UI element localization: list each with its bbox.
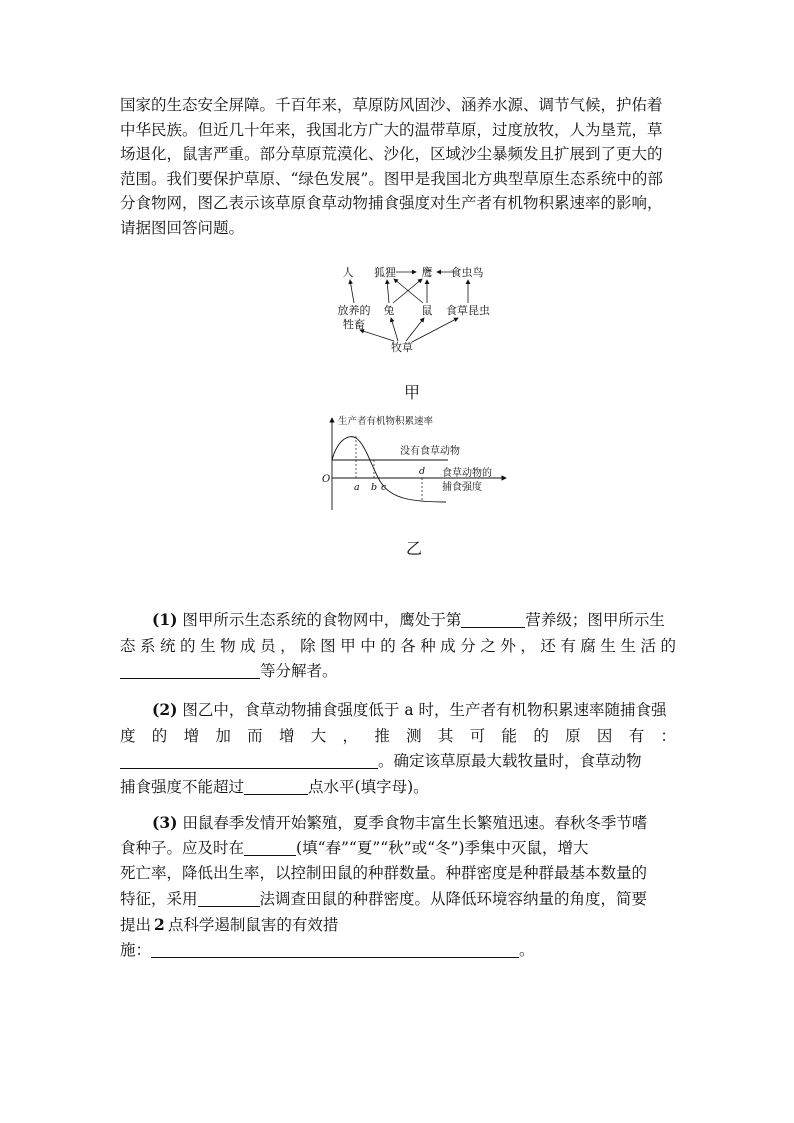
question-text: 营养级；图甲所示生 — [525, 611, 665, 629]
tick-d: d — [419, 466, 426, 477]
answer-blank[interactable] — [120, 752, 378, 769]
question-text: 点水平(填字母)。 — [308, 777, 429, 796]
question-text: 提出 — [120, 915, 152, 934]
intro-line: 范围。我们要保护草原、“绿色发展”。图甲是我国北方典型草原生态系统中的部 — [120, 169, 663, 188]
question-text: 图甲所示生态系统的食物网中，鹰处于第 — [182, 611, 462, 629]
intro-line: 分食物网，图乙表示该草原食草动物捕食强度对生产者有机物积累速率的影响， — [120, 194, 663, 213]
intro-line: 中华民族。但近几十年来，我国北方广大的温带草原，过度放牧，人为垦荒，草 — [120, 120, 663, 139]
node-rabbit: 兔 — [383, 304, 395, 317]
node-livestock-line2: 牲畜 — [343, 318, 365, 331]
answer-blank[interactable] — [120, 662, 260, 679]
question-text: 。 — [519, 941, 535, 960]
question-text: (填“春”“夏”“秋”或“冬”)季集中灭鼠，增大 — [296, 839, 589, 858]
question-text: 点科学遏制鼠害的有效措 — [167, 915, 339, 934]
question-text: 特征，采用 — [120, 889, 198, 908]
question-1 — [120, 607, 676, 685]
node-grass: 牧草 — [391, 341, 413, 354]
question-text: 2 — [154, 914, 165, 934]
predation-intensity-graph — [318, 414, 518, 514]
question-2 — [120, 697, 676, 800]
intro-line: 场退化，鼠害严重。部分草原荒漠化、沙化，区域沙尘暴频发且扩展到了更大的 — [120, 145, 663, 164]
food-web-diagram — [330, 262, 500, 362]
question-number: (1) — [152, 610, 178, 629]
figure-caption-yi: 乙 — [405, 539, 422, 558]
node-fox: 狐狸 — [374, 266, 396, 279]
graph-xlabel-line2: 捕食强度 — [442, 482, 482, 493]
question-text: 度的增加而增大，推测其可能的原因有： — [120, 726, 676, 745]
tick-c: c — [381, 482, 387, 493]
node-insect: 食草昆虫 — [446, 304, 490, 317]
node-eagle: 鹰 — [421, 266, 433, 279]
answer-blank[interactable] — [244, 839, 296, 856]
question-text: 图乙中，食草动物捕食强度低于 a 时，生产者有机物积累速率随捕食强 — [182, 701, 667, 719]
answer-blank[interactable] — [244, 778, 308, 795]
node-insect-bird: 食虫鸟 — [450, 266, 484, 279]
graph-origin: O — [322, 474, 331, 485]
question-text: 死亡率，降低出生率，以控制田鼠的种群数量。种群密度是种群最基本数量的 — [120, 864, 648, 883]
question-text: 法调查田鼠的种群密度。从降低环境容纳量的角度，简要 — [259, 889, 648, 908]
question-number: (3) — [152, 813, 178, 832]
question-3 — [120, 810, 676, 963]
graph-ref-label: 没有食草动物 — [400, 446, 460, 457]
node-mouse: 鼠 — [421, 304, 433, 317]
figure-caption-jia: 甲 — [403, 383, 420, 402]
question-text: 田鼠春季发情开始繁殖，夏季食物丰富生长繁殖迅速。春秋冬季节嗜 — [182, 814, 648, 832]
question-text: 食种子。应及时在 — [120, 839, 245, 858]
question-text: 。确定该草原最大载牧量时，食草动物 — [378, 752, 642, 770]
answer-blank[interactable] — [461, 611, 525, 628]
question-text: 捕食强度不能超过 — [120, 777, 245, 796]
tick-a: a — [354, 482, 360, 493]
graph-ylabel: 生产者有机物积累速率 — [338, 416, 434, 427]
question-text: 等分解者。 — [260, 662, 338, 680]
answer-blank[interactable] — [198, 890, 260, 907]
tick-b: b — [371, 482, 378, 493]
intro-line: 国家的生态安全屏障。千百年来，草原防风固沙、涵养水源、调节气候，护佑着 — [120, 96, 663, 114]
question-text: 施： — [120, 941, 152, 960]
question-number: (2) — [152, 700, 178, 719]
node-livestock-line1: 放养的 — [337, 304, 371, 317]
answer-blank[interactable] — [151, 941, 519, 958]
intro-line: 请据图回答问题。 — [120, 218, 245, 237]
question-text: 态系统的生物成员，除图甲中的各种成分之外，还有腐生生活的 — [120, 636, 676, 655]
intro-paragraph — [120, 93, 676, 241]
graph-xlabel-line1: 食草动物的 — [442, 468, 492, 479]
node-human: 人 — [342, 266, 354, 279]
